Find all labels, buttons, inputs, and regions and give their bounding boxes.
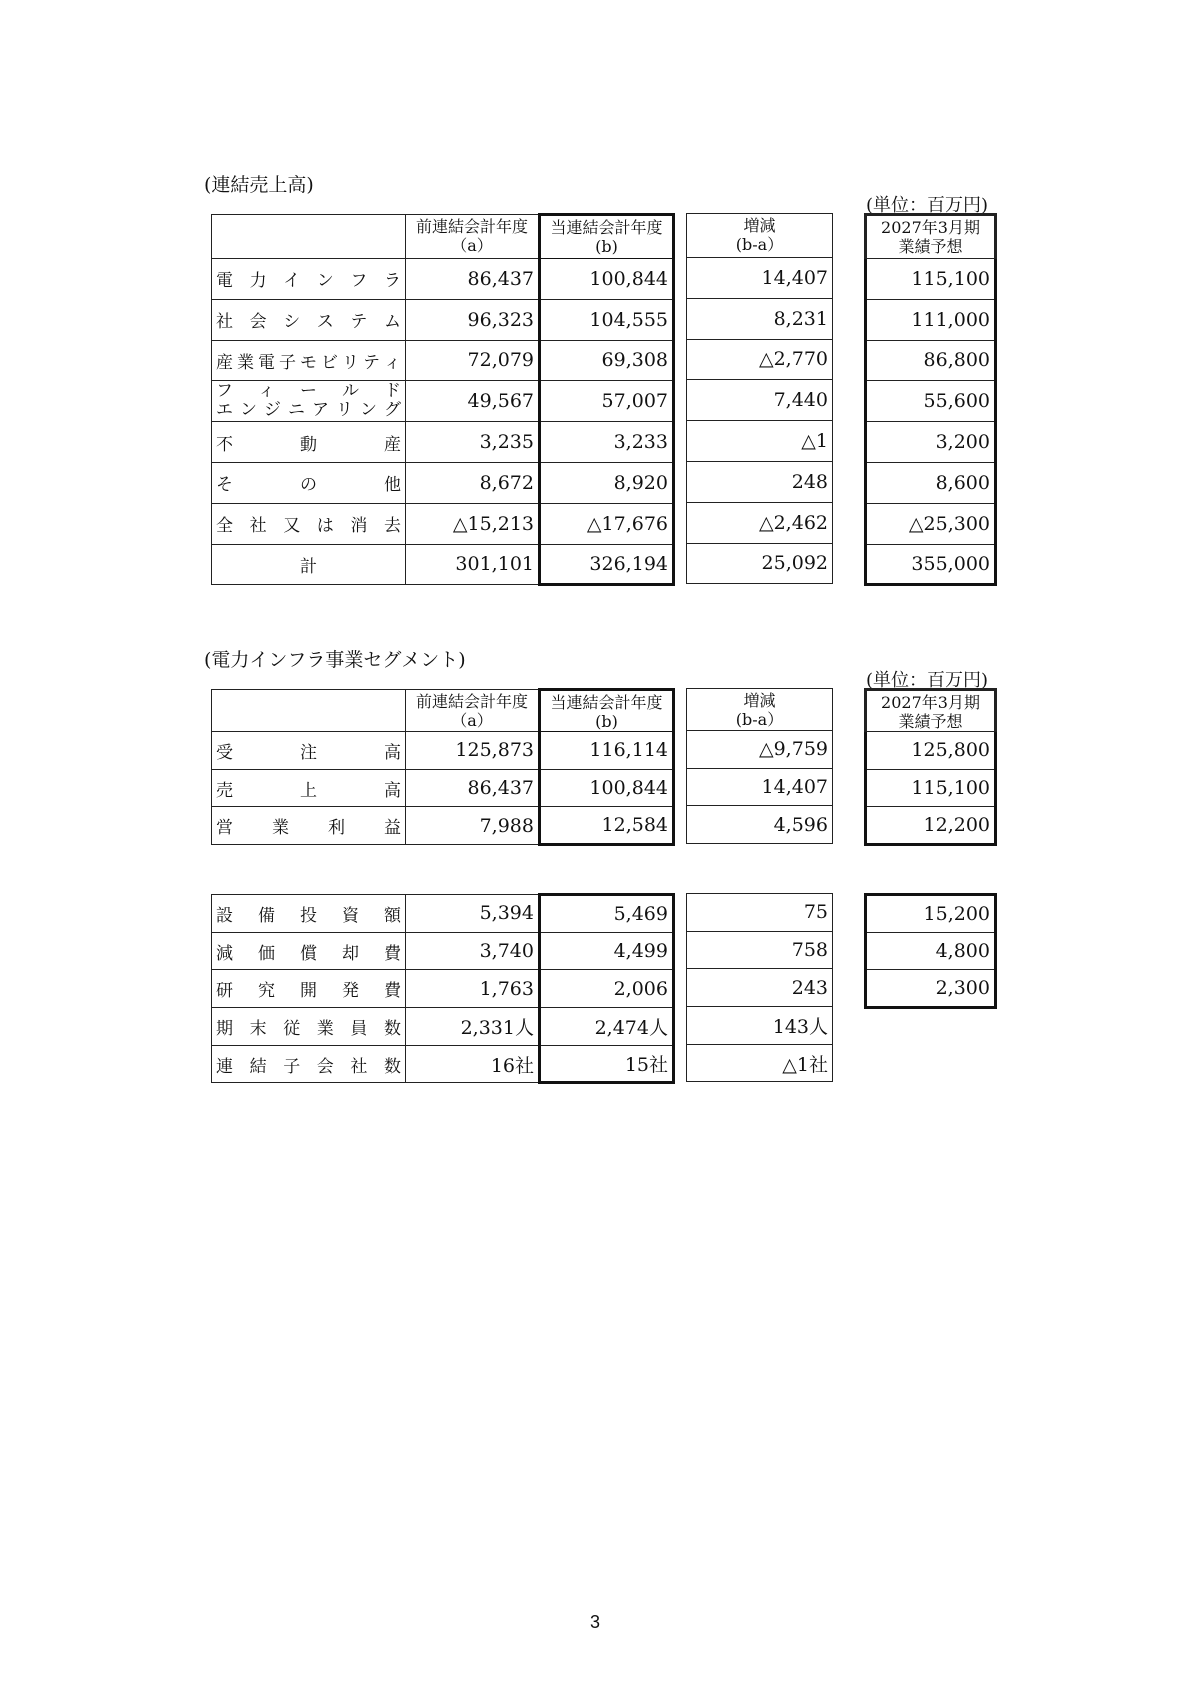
current-year-value: 8,920 [540,462,674,503]
header-forecast: 2027年3月期 業績予想 [866,215,996,259]
prev-year-value: 16社 [406,1045,540,1083]
header-prev-year: 前連結会計年度 （a） [406,690,540,732]
capex-table-main [211,893,675,1084]
table-row [866,895,996,933]
table-row [866,462,996,503]
table-row [687,461,833,502]
forecast-value: 12,200 [866,807,996,845]
header-diff: 増減 (b-a） [687,214,833,258]
table-row [866,769,996,807]
current-year-value: 57,007 [540,381,674,422]
sales-table-diff [686,213,833,584]
diff-value: 14,407 [687,258,833,299]
table-row [687,339,833,380]
table-row [866,340,996,381]
table-row [866,299,996,340]
diff-value: △1 [687,421,833,462]
table-row [687,931,833,969]
table-row [866,259,996,300]
table-row [866,381,996,422]
table-row [212,544,674,585]
table-row [212,970,674,1008]
forecast-value: 15,200 [866,895,996,933]
prev-year-value: 49,567 [406,381,540,422]
row-label: 営 業 利 益 [212,807,406,845]
row-label: 研 究 開 発 費 [212,970,406,1008]
table-row [687,894,833,932]
prev-year-value: 8,672 [406,462,540,503]
sales-table-forecast [864,213,997,586]
diff-value: 8,231 [687,298,833,339]
table-row [212,1008,674,1046]
segment-table-main [211,688,675,846]
current-year-value: 12,584 [540,807,674,845]
unit-label-sales: (単位：百万円) [866,195,989,216]
forecast-value: 55,600 [866,381,996,422]
diff-value: △9,759 [687,731,833,769]
table-row [212,769,674,807]
prev-year-value: 125,873 [406,732,540,770]
table-row [212,422,674,463]
header-current-year: 当連結会計年度 (b) [540,690,674,732]
prev-year-value: 1,763 [406,970,540,1008]
prev-year-value: 86,437 [406,259,540,300]
table-row [212,1045,674,1083]
table-row [212,503,674,544]
table-row [687,1044,833,1082]
table-row [212,299,674,340]
prev-year-value: 96,323 [406,299,540,340]
table-row [212,895,674,933]
row-label: 期 末 従 業 員 数 [212,1008,406,1046]
row-label: 電 力 イ ン フ ラ [212,259,406,300]
table-row [687,380,833,421]
row-label: 全 社 又 は 消 去 [212,503,406,544]
diff-value: △2,770 [687,339,833,380]
row-label: 設 備 投 資 額 [212,895,406,933]
section-title-segment: (電力インフラ事業セグメント) [204,649,466,671]
table-row [212,381,674,422]
diff-value: 758 [687,931,833,969]
current-year-value: 5,469 [540,895,674,933]
current-year-value: 104,555 [540,299,674,340]
diff-value: 248 [687,461,833,502]
prev-year-value: 301,101 [406,544,540,585]
diff-value: △2,462 [687,502,833,543]
current-year-value: 326,194 [540,544,674,585]
row-label: 減 価 償 却 費 [212,932,406,970]
forecast-value: △25,300 [866,503,996,544]
table-row [687,502,833,543]
capex-table-forecast [864,893,997,1009]
section-title-sales: (連結売上高) [204,174,314,196]
capex-table-diff [686,893,833,1082]
row-label: 連 結 子 会 社 数 [212,1045,406,1083]
diff-value: 7,440 [687,380,833,421]
forecast-value: 355,000 [866,544,996,585]
current-year-value: 69,308 [540,340,674,381]
table-row [866,544,996,585]
prev-year-value: 72,079 [406,340,540,381]
table-row [212,807,674,845]
prev-year-value: 86,437 [406,769,540,807]
current-year-value: 4,499 [540,932,674,970]
table-row [687,421,833,462]
forecast-value: 111,000 [866,299,996,340]
unit-label-segment: (単位：百万円) [866,670,989,691]
table-row [687,1007,833,1045]
prev-year-value: 2,331人 [406,1008,540,1046]
diff-value: 243 [687,969,833,1007]
current-year-value: 3,233 [540,422,674,463]
table-row [866,932,996,970]
table-row [687,258,833,299]
table-row [687,543,833,584]
table-row [687,969,833,1007]
table-row [866,732,996,770]
header-diff: 増減 (b-a） [687,689,833,731]
sales-table-main [211,213,675,586]
row-label: 産 業 電 子 モ ビ リ テ ィ [212,340,406,381]
current-year-value: 100,844 [540,259,674,300]
header-prev-year: 前連結会計年度 （a） [406,215,540,259]
prev-year-value: △15,213 [406,503,540,544]
diff-value: 143人 [687,1007,833,1045]
diff-value: △1社 [687,1044,833,1082]
header-blank [212,690,406,732]
prev-year-value: 7,988 [406,807,540,845]
forecast-value: 86,800 [866,340,996,381]
row-label: 不 動 産 [212,422,406,463]
table-row [866,422,996,463]
diff-value: 4,596 [687,806,833,844]
header-forecast: 2027年3月期 業績予想 [866,690,996,732]
current-year-value: △17,676 [540,503,674,544]
current-year-value: 2,006 [540,970,674,1008]
table-row [687,806,833,844]
table-row [866,970,996,1008]
current-year-value: 116,114 [540,732,674,770]
forecast-value: 2,300 [866,970,996,1008]
current-year-value: 15社 [540,1045,674,1083]
row-label: フ ィ ー ル ド エ ン ジ ニ ア リ ン グ [212,381,406,422]
header-current-year: 当連結会計年度 (b) [540,215,674,259]
segment-table-diff [686,688,833,844]
forecast-value: 125,800 [866,732,996,770]
forecast-value: 3,200 [866,422,996,463]
table-row [212,259,674,300]
table-row [687,731,833,769]
table-row [212,462,674,503]
table-row [212,340,674,381]
table-row [866,503,996,544]
table-row [212,932,674,970]
header-blank [212,215,406,259]
diff-value: 25,092 [687,543,833,584]
prev-year-value: 3,235 [406,422,540,463]
segment-table-forecast [864,688,997,846]
table-row [866,807,996,845]
current-year-value: 100,844 [540,769,674,807]
forecast-value: 4,800 [866,932,996,970]
forecast-value: 8,600 [866,462,996,503]
forecast-value: 115,100 [866,769,996,807]
current-year-value: 2,474人 [540,1008,674,1046]
prev-year-value: 5,394 [406,895,540,933]
page-number: 3 [589,1612,600,1632]
row-label: そ の 他 [212,462,406,503]
row-label: 社 会 シ ス テ ム [212,299,406,340]
diff-value: 14,407 [687,768,833,806]
row-label: 計 [212,544,406,585]
table-row [687,768,833,806]
table-row [687,298,833,339]
row-label: 受 注 高 [212,732,406,770]
diff-value: 75 [687,894,833,932]
forecast-value: 115,100 [866,259,996,300]
row-label: 売 上 高 [212,769,406,807]
prev-year-value: 3,740 [406,932,540,970]
table-row [212,732,674,770]
